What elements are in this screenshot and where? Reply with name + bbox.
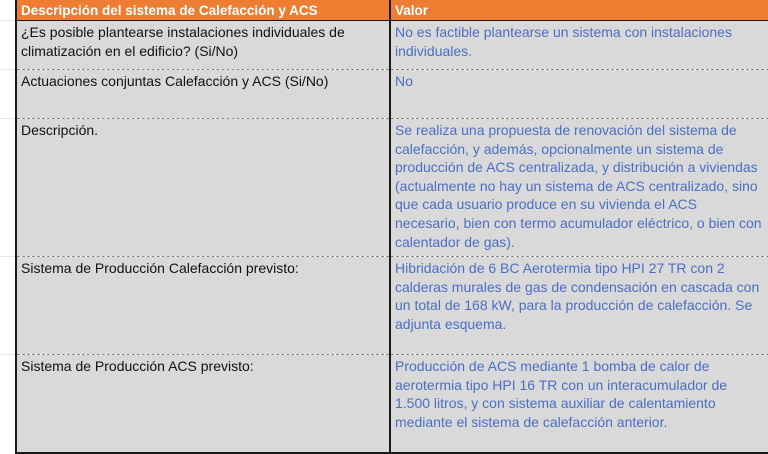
row-value-joint-actions[interactable]: No — [390, 70, 768, 119]
table-row — [16, 355, 768, 453]
header-value[interactable]: Valor — [390, 0, 768, 21]
row-value-acs-production[interactable]: Producción de ACS mediante 1 bomba de calor de aerotermia tipo HPI 16 TR con un interacumulador de 1.500 litros, y con sistema auxiliar de calentamiento mediante el sistema de calefacción anterior. — [390, 355, 768, 453]
row-label-heating-production[interactable]: Sistema de Producción Calefacción previsto: — [16, 257, 390, 355]
grid-line — [0, 20, 16, 21]
row-value-heating-production[interactable]: Hibridación de 6 BC Aerotermia tipo HPI 27 TR con 2 calderas murales de gas de condensación en cascada con un total de 168 kW, para la producción de calefacción. Se adjunta esquema. — [390, 257, 768, 355]
table-row — [16, 257, 768, 355]
row-value-description[interactable]: Se realiza una propuesta de renovación del sistema de calefacción, y además, opcionalmente un sistema de producción de ACS centralizada, y distribución a viviendas (actualmente no hay un sistema de ACS centralizado, sino que cada usuario produce en su vivienda el ACS necesario, bien con termo acumulador eléctrico, o bien con calentador de gas). — [390, 119, 768, 257]
table-row — [16, 70, 768, 119]
table-row — [16, 21, 768, 70]
row-label-acs-production[interactable]: Sistema de Producción ACS previsto: — [16, 355, 390, 453]
row-label-joint-actions[interactable]: Actuaciones conjuntas Calefacción y ACS (Si/No) — [16, 70, 390, 119]
grid-line — [0, 69, 16, 70]
header-description[interactable]: Descripción del sistema de Calefacción y ACS — [16, 0, 390, 21]
table-header-row — [16, 0, 768, 21]
row-label-description[interactable]: Descripción. — [16, 119, 390, 257]
table-row — [16, 119, 768, 257]
grid-line — [0, 354, 16, 355]
grid-line — [0, 256, 16, 257]
row-label-individual-installations[interactable]: ¿Es posible plantearse instalaciones individuales de climatización en el edificio? (Si/No) — [16, 21, 390, 70]
row-value-individual-installations[interactable]: No es factible plantearse un sistema con instalaciones individuales. — [390, 21, 768, 70]
heating-acs-table — [15, 0, 768, 454]
grid-line — [0, 118, 16, 119]
